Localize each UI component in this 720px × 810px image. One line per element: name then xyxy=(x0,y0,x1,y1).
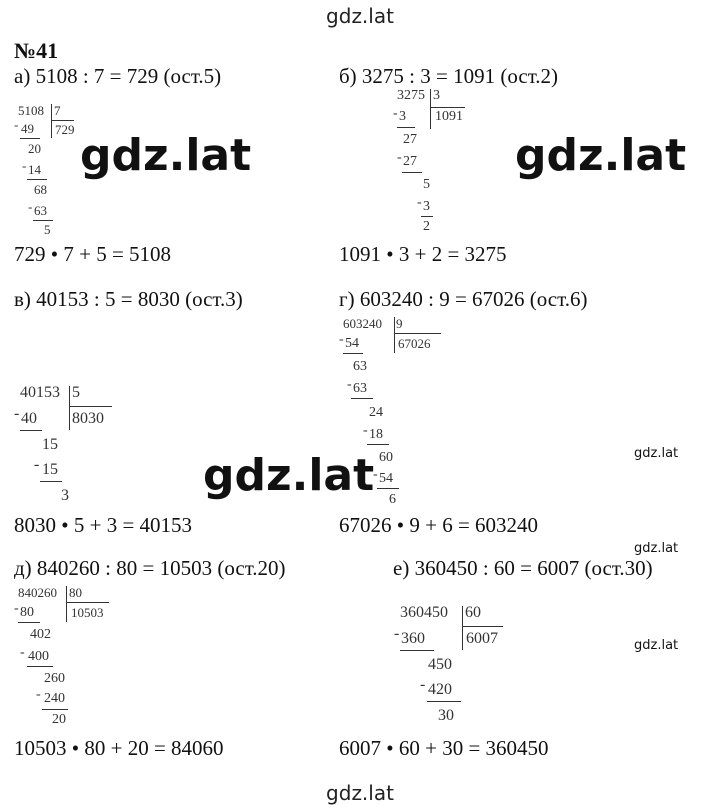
step-1: 80 xyxy=(20,605,34,620)
step-2: 402 xyxy=(30,627,51,642)
problem-v-header: в) 40153 : 5 = 8030 (ост.3) xyxy=(14,287,243,311)
step-1: 360 xyxy=(401,630,425,647)
minus-sign: - xyxy=(20,645,25,660)
step-3: 15 xyxy=(42,461,58,478)
watermark-bottom: gdz.lat xyxy=(326,781,394,805)
minus-sign: - xyxy=(394,625,400,642)
remainder: 3 xyxy=(61,487,69,504)
minus-sign: - xyxy=(34,456,40,473)
problem-e-header: е) 360450 : 60 = 6007 (ост.30) xyxy=(393,556,653,580)
divisor: 80 xyxy=(69,585,82,600)
remainder: 2 xyxy=(423,219,430,234)
dividend: 360450 xyxy=(400,604,448,621)
step-underline xyxy=(377,488,399,489)
step-underline xyxy=(20,138,40,139)
quotient-line xyxy=(463,626,503,627)
step-5: 18 xyxy=(369,427,383,442)
step-2: 63 xyxy=(353,359,367,374)
minus-sign: - xyxy=(393,106,398,121)
problem-a-header: а) 5108 : 7 = 729 (ост.5) xyxy=(14,64,222,88)
dividend: 603240 xyxy=(343,316,382,331)
minus-sign: - xyxy=(373,467,378,482)
minus-sign: - xyxy=(14,405,20,422)
problem-g-check: 67026 • 9 + 6 = 603240 xyxy=(339,513,539,537)
step-underline xyxy=(421,216,433,217)
quotient-line xyxy=(395,333,441,334)
step-5: 240 xyxy=(44,691,65,706)
divisor: 3 xyxy=(433,88,440,103)
quotient: 1091 xyxy=(435,109,463,124)
problem-g-header: г) 603240 : 9 = 67026 (ост.6) xyxy=(339,287,588,311)
divisor: 9 xyxy=(396,316,403,331)
minus-sign: - xyxy=(36,687,41,702)
dividend: 840260 xyxy=(18,585,57,600)
step-2: 27 xyxy=(403,132,417,147)
quotient-line xyxy=(67,602,109,603)
step-1: 54 xyxy=(345,336,359,351)
quotient: 6007 xyxy=(466,630,498,647)
step-1: 3 xyxy=(399,109,406,124)
step-4: 260 xyxy=(44,671,65,686)
quotient: 10503 xyxy=(71,605,104,620)
minus-sign: - xyxy=(417,195,422,210)
watermark-small-1: gdz.lat xyxy=(634,446,679,461)
minus-sign: - xyxy=(397,150,402,165)
dividend: 3275 xyxy=(397,88,425,103)
watermark-large-center: gdz.lat xyxy=(203,450,375,501)
watermark-top: gdz.lat xyxy=(326,4,394,28)
step-6: 60 xyxy=(379,450,393,465)
quotient: 729 xyxy=(55,122,75,137)
step-underline xyxy=(400,650,434,651)
minus-sign: - xyxy=(339,332,344,347)
step-underline xyxy=(40,481,62,482)
quotient-line xyxy=(70,406,112,407)
step-4: 5 xyxy=(423,177,430,192)
watermark-large-left: gdz.lat xyxy=(80,130,252,181)
minus-sign: - xyxy=(347,377,352,392)
minus-sign: - xyxy=(420,676,426,693)
remainder: 5 xyxy=(44,222,51,237)
problem-e-check: 6007 • 60 + 30 = 360450 xyxy=(339,736,549,760)
remainder: 6 xyxy=(389,492,396,507)
exercise-number: №41 xyxy=(14,38,59,63)
division-bar xyxy=(394,317,395,353)
minus-sign: - xyxy=(22,158,27,173)
division-bar xyxy=(462,606,463,650)
step-underline xyxy=(20,430,42,431)
division-bar xyxy=(69,386,70,430)
step-underline xyxy=(18,622,40,623)
step-underline xyxy=(42,709,68,710)
remainder: 20 xyxy=(52,712,66,727)
problem-a-check: 729 • 7 + 5 = 5108 xyxy=(14,242,172,266)
quotient-line xyxy=(431,107,465,108)
watermark-small-2: gdz.lat xyxy=(634,541,679,556)
step-underline xyxy=(367,444,389,445)
problem-b-header: б) 3275 : 3 = 1091 (ост.2) xyxy=(339,64,559,88)
step-5: 3 xyxy=(423,199,430,214)
divisor: 5 xyxy=(72,384,80,401)
step-underline xyxy=(351,398,373,399)
problem-b-check: 1091 • 3 + 2 = 3275 xyxy=(339,242,507,266)
step-5: 63 xyxy=(34,203,47,218)
step-2: 20 xyxy=(28,141,41,156)
problem-v-check: 8030 • 5 + 3 = 40153 xyxy=(14,513,193,537)
step-2: 450 xyxy=(428,656,452,673)
step-1: 49 xyxy=(21,121,34,136)
step-3: 63 xyxy=(353,381,367,396)
step-4: 68 xyxy=(34,182,47,197)
divisor: 7 xyxy=(54,103,61,118)
quotient: 67026 xyxy=(398,336,431,351)
problem-d-check: 10503 • 80 + 20 = 84060 xyxy=(14,736,224,760)
step-underline xyxy=(27,179,47,180)
step-7: 54 xyxy=(379,471,393,486)
step-1: 40 xyxy=(21,410,37,427)
dividend: 5108 xyxy=(18,103,44,118)
step-underline xyxy=(27,666,53,667)
division-bar xyxy=(51,104,52,138)
minus-sign: - xyxy=(363,423,368,438)
quotient: 8030 xyxy=(72,410,104,427)
step-underline xyxy=(397,127,415,128)
minus-sign: - xyxy=(14,601,19,616)
step-3: 420 xyxy=(428,681,452,698)
step-3: 14 xyxy=(28,162,41,177)
watermark-large-right: gdz.lat xyxy=(515,130,687,181)
quotient-line xyxy=(52,120,74,121)
step-3: 27 xyxy=(403,154,417,169)
minus-sign: - xyxy=(14,117,19,132)
problem-d-header: д) 840260 : 80 = 10503 (ост.20) xyxy=(14,556,286,580)
minus-sign: - xyxy=(28,199,33,214)
division-bar xyxy=(66,586,67,622)
dividend: 40153 xyxy=(20,384,60,401)
step-underline xyxy=(402,172,422,173)
step-4: 24 xyxy=(369,405,383,420)
step-3: 400 xyxy=(28,649,49,664)
step-underline xyxy=(33,220,53,221)
step-underline xyxy=(343,353,363,354)
remainder: 30 xyxy=(438,707,454,724)
watermark-small-3: gdz.lat xyxy=(634,638,679,653)
step-underline xyxy=(427,701,461,702)
divisor: 60 xyxy=(465,604,481,621)
division-bar xyxy=(430,89,431,129)
step-2: 15 xyxy=(42,436,58,453)
